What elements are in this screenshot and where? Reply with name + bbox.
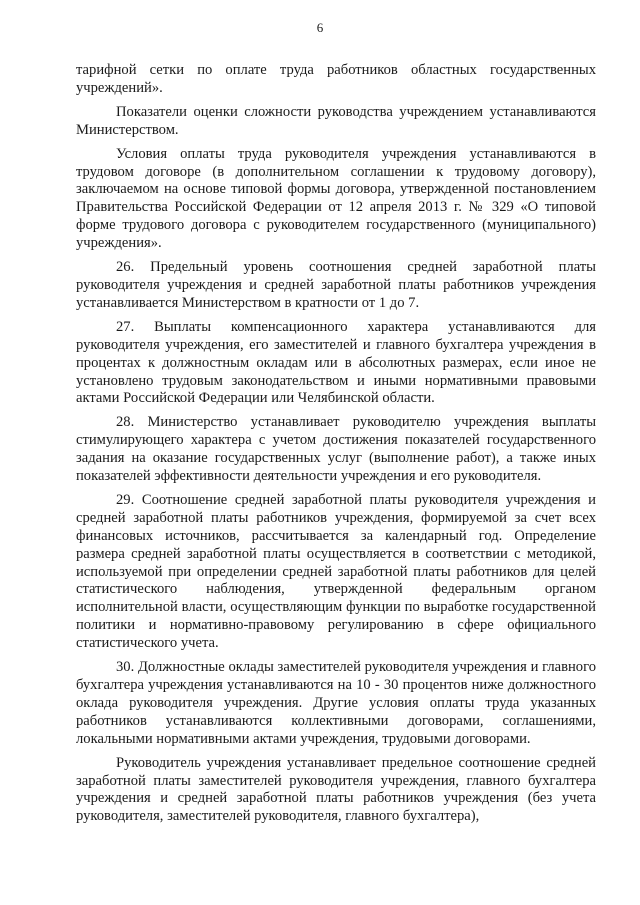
document-body <box>76 62 596 832</box>
paragraph-continuation: тарифной сетки по оплате труда работников областных государственных учреждений». <box>76 62 596 96</box>
paragraph-item-27: 27. Выплаты компенсационного характера устанавливаются для руководителя учреждения, его заместителей и главного бухгалтера учреждения в процентах к должностным окладам или в абсолютных размерах, если иное не установлено трудовым законодательством и иными нормативными правовыми актами Российской Федерации или Челябинской области. <box>76 318 596 407</box>
paragraph: Условия оплаты труда руководителя учреждения устанавливаются в трудовом договоре (в дополнительном соглашении к трудовому договору), заключаемом на основе типовой формы договора, утвержденной постановлением Правительства Российской Федерации от 12 апреля 2013 г. № 329 «О типовой форме трудового договора с руководителем государственного (муниципального) учреждения». <box>76 145 596 252</box>
paragraph-item-28: 28. Министерство устанавливает руководителю учреждения выплаты стимулирующего характера с учетом достижения показателей государственного задания на оказание государственных услуг (выполнение работ), а также иных показателей эффективности деятельности учреждения и его руководителя. <box>76 414 596 485</box>
paragraph-item-29: 29. Соотношение средней заработной платы руководителя учреждения и средней заработной платы работников учреждения, формируемой за счет всех финансовых источников, рассчитывается за календарный год. Определение размера средней заработной платы осуществляется в соответствии с методикой, используемой при определении средней заработной платы работников для целей статистического наблюдения, утвержденной федеральным органом исполнительной власти, осуществляющим функции по выработке государственной политики и нормативно-правовому регулированию в сфере официального статистического учета. <box>76 491 596 652</box>
paragraph: Руководитель учреждения устанавливает предельное соотношение средней заработной платы заместителей руководителя учреждения, главного бухгалтера учреждения и средней заработной платы работников учреждения (без учета руководителя, заместителей руководителя, главного бухгалтера), <box>76 754 596 825</box>
paragraph-item-30: 30. Должностные оклады заместителей руководителя учреждения и главного бухгалтера учреждения устанавливаются на 10 - 30 процентов ниже должностного оклада руководителя учреждения. Другие условия оплаты труда указанных работников устанавливаются коллективными договорами, соглашениями, локальными нормативными актами учреждения, трудовыми договорами. <box>76 659 596 747</box>
page-number: 6 <box>316 20 324 35</box>
paragraph-item-26: 26. Предельный уровень соотношения средней заработной платы руководителя учреждения и средней заработной платы работников учреждения устанавливается Министерством в кратности от 1 до 7. <box>76 259 596 311</box>
paragraph: Показатели оценки сложности руководства учреждением устанавливаются Министерством. <box>76 103 596 138</box>
